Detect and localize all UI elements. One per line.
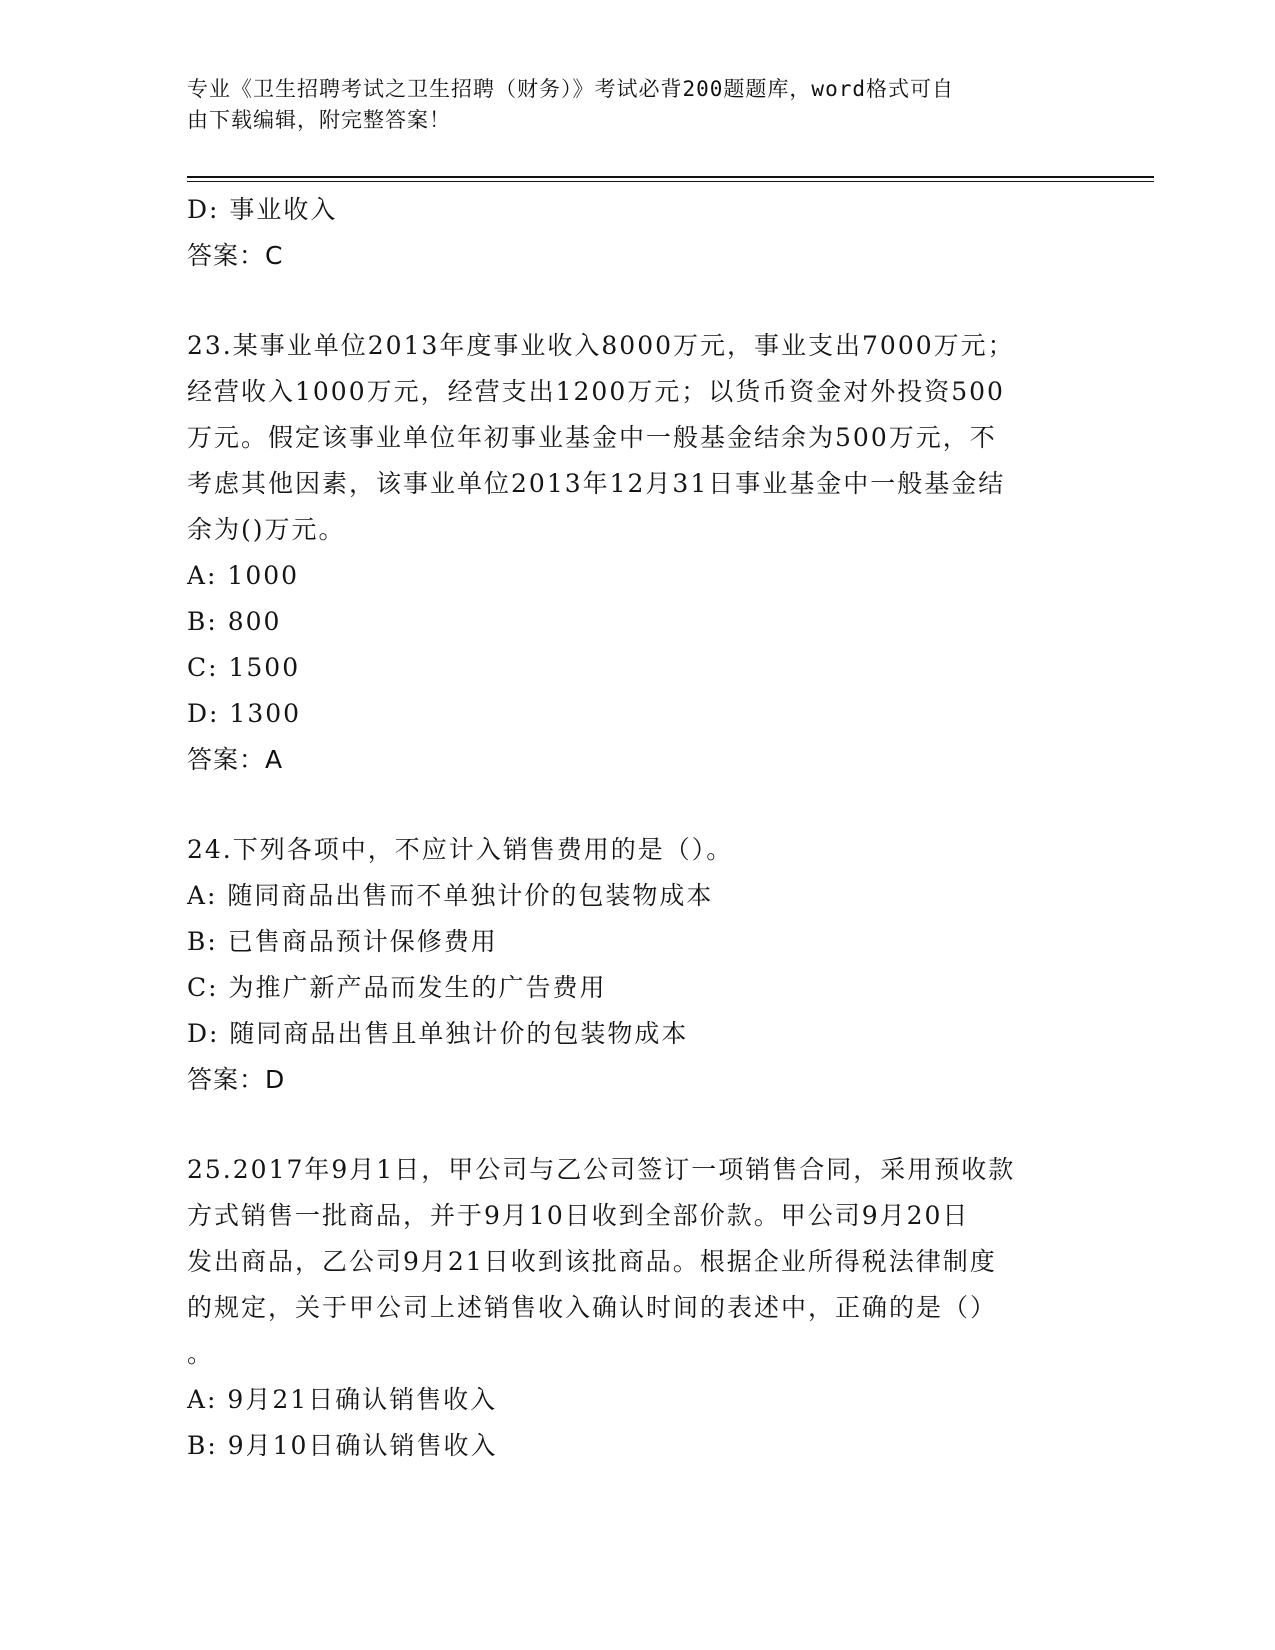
question-stem-line: 25.2017年9月1日，甲公司与乙公司签订一项销售合同，采用预收款 (187, 1155, 1016, 1184)
option-b: B: 已售商品预计保修费用 (187, 927, 498, 956)
question-stem-line: 的规定，关于甲公司上述销售收入确认时间的表述中，正确的是（） (187, 1293, 998, 1322)
answer-line: 答案：A (187, 745, 284, 774)
header-divider (187, 181, 1154, 182)
option-b: B: 800 (187, 607, 282, 636)
question-stem-line: 经营收入1000万元，经营支出1200万元；以货币资金对外投资500 (187, 377, 1005, 406)
header-divider (187, 176, 1154, 178)
answer-line: 答案：C (187, 241, 284, 270)
question-25 (187, 1147, 1087, 1469)
question-stem-line: 24.下列各项中，不应计入销售费用的是（）。 (187, 835, 734, 864)
option-a: A: 9月21日确认销售收入 (187, 1385, 498, 1414)
header-line: 专业《卫生招聘考试之卫生招聘（财务）》考试必背200题题库，word格式可自 (187, 77, 954, 101)
option-c: C: 为推广新产品而发生的广告费用 (187, 973, 607, 1002)
option-a: A: 随同商品出售而不单独计价的包装物成本 (187, 881, 714, 910)
spacer (187, 1103, 1087, 1147)
question-stem-line: 万元。假定该事业单位年初事业基金中一般基金结余为500万元，不 (187, 423, 997, 452)
question-stem-line: 23.某事业单位2013年度事业收入8000万元，事业支出7000万元； (187, 331, 1015, 360)
option-c: C: 1500 (187, 653, 301, 682)
option-b: B: 9月10日确认销售收入 (187, 1431, 498, 1460)
question-stem-line: 。 (187, 1339, 215, 1368)
question-24 (187, 827, 1087, 1103)
header-line: 由下载编辑，附完整答案！ (187, 108, 451, 132)
question-stem-line: 方式销售一批商品，并于9月10日收到全部价款。甲公司9月20日 (187, 1201, 970, 1230)
question-22-tail (187, 187, 1087, 279)
question-23 (187, 323, 1087, 783)
question-stem-line: 余为()万元。 (187, 515, 346, 544)
option-a: A: 1000 (187, 561, 300, 590)
page-header (187, 74, 1067, 136)
question-stem-line: 考虑其他因素，该事业单位2013年12月31日事业基金中一般基金结 (187, 469, 1006, 498)
question-content (187, 187, 1087, 1469)
spacer (187, 783, 1087, 827)
option-d: D: 事业收入 (187, 195, 338, 224)
spacer (187, 279, 1087, 323)
option-d: D: 1300 (187, 699, 302, 728)
answer-line: 答案：D (187, 1065, 286, 1094)
option-d: D: 随同商品出售且单独计价的包装物成本 (187, 1019, 689, 1048)
question-stem-line: 发出商品，乙公司9月21日收到该批商品。根据企业所得税法律制度 (187, 1247, 997, 1276)
